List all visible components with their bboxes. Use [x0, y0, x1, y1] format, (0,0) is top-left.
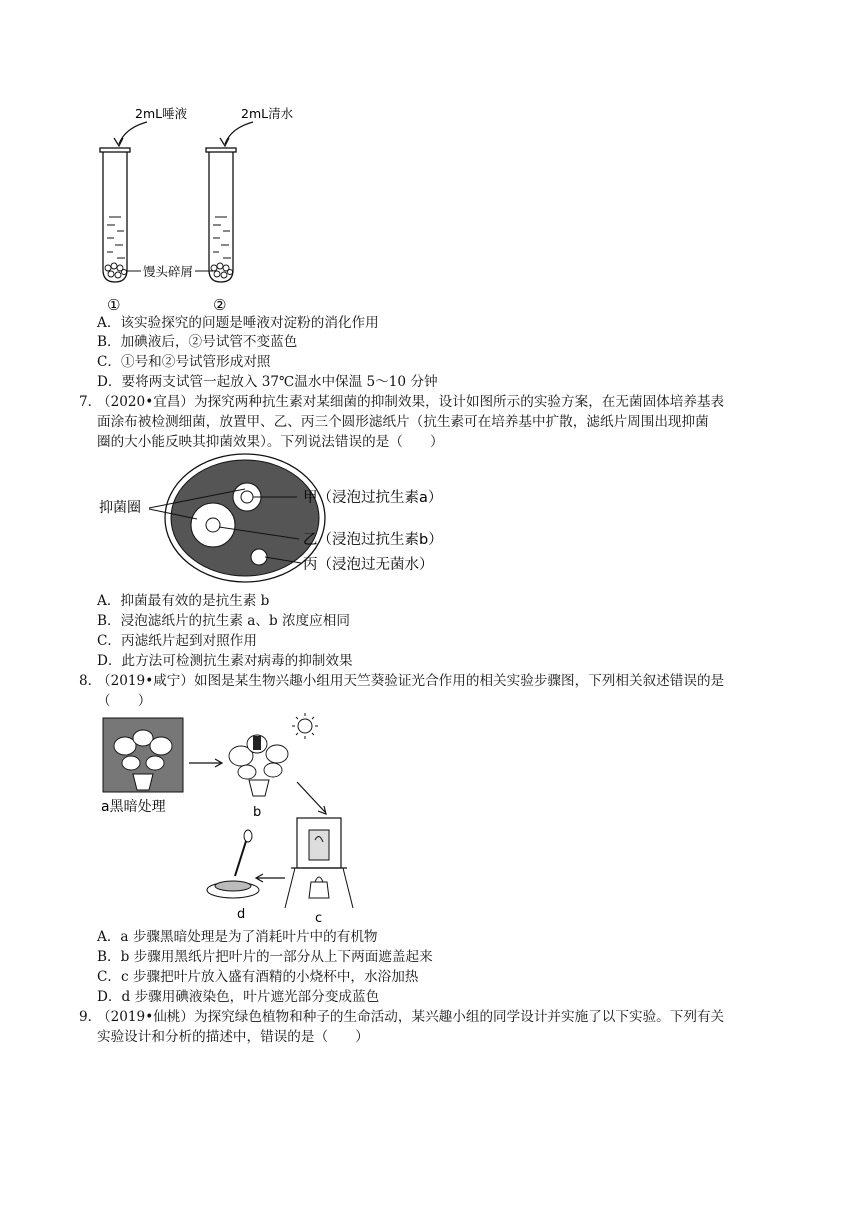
content-label: 馒头碎屑: [143, 264, 194, 279]
label-jia: 甲（浸泡过抗生素a）: [303, 490, 443, 506]
sun-icon: [298, 719, 312, 733]
q8-option-d: D．d 步骤用碘液染色，叶片遮光部分变成蓝色: [97, 989, 380, 1005]
petri-dish-figure: [97, 451, 457, 587]
label-bing: 丙（浸泡过无菌水）: [303, 557, 434, 573]
q6-option-b: B．加碘液后，②号试管不变蓝色: [97, 334, 298, 350]
q6-option-c: C．①号和②号试管形成对照: [97, 354, 271, 370]
q7-option-b: B．浸泡滤纸片的抗生素 a、b 浓度应相同: [97, 613, 350, 629]
step-d-label: d: [237, 907, 246, 922]
test-tube-figure: [95, 100, 315, 316]
q6-option-d: D．要将两支试管一起放入 37℃温水中保温 5～10 分钟: [97, 374, 438, 390]
q6-option-a: A．该实验探究的问题是唾液对淀粉的消化作用: [97, 315, 379, 331]
q8-stem-line-2: （ ）: [97, 693, 152, 709]
q8-option-c: C．c 步骤把叶片放入盛有酒精的小烧杯中，水浴加热: [97, 969, 419, 985]
q8-option-a: A．a 步骤黑暗处理是为了消耗叶片中的有机物: [97, 929, 378, 945]
label-yi: 乙（浸泡过抗生素b）: [303, 532, 443, 548]
tube-1: [100, 148, 130, 282]
q9-stem-line-1: （2019•仙桃）为探究绿色植物和种子的生命活动，某兴趣小组的同学设计并实施了以下实验。下列有关: [97, 1009, 725, 1025]
step-c-label: c: [315, 911, 323, 926]
q7-stem-line-2: 面涂布被检测细菌，放置甲、乙、丙三个圆形滤纸片（抗生素可在培养基中扩散，滤纸片周围出现抑菌: [97, 414, 709, 430]
q8-number: 8．: [79, 673, 102, 689]
tube1-number: ①: [107, 296, 121, 314]
q8-stem-line-1: （2019•咸宁）如图是某生物兴趣小组用天竺葵验证光合作用的相关实验步骤图，下列相关叙述错误的是: [97, 673, 725, 689]
photosynthesis-steps-figure: [97, 708, 377, 930]
disc-bing: [251, 549, 267, 565]
tube1-label: 2mL唾液: [135, 106, 188, 121]
inhibition-zone-label: 抑菌圈: [99, 500, 141, 516]
tube-2: [206, 148, 236, 282]
tube2-label: 2mL清水: [241, 106, 294, 121]
q8-option-b: B．b 步骤用黑纸片把叶片的一部分从上下两面遮盖起来: [97, 949, 433, 965]
q7-number: 7．: [79, 394, 102, 410]
q7-option-d: D．此方法可检测抗生素对病毒的抑制效果: [97, 653, 353, 669]
q9-stem-line-2: 实验设计和分析的描述中，错误的是（ ）: [97, 1029, 369, 1045]
step-b-label: b: [253, 805, 262, 820]
q9-number: 9．: [79, 1009, 102, 1025]
q7-option-a: A．抑菌最有效的是抗生素 b: [97, 593, 270, 609]
tube2-number: ②: [213, 296, 227, 314]
step-a-label: a黑暗处理: [101, 799, 166, 815]
q7-stem-line-3: 圈的大小能反映其抑菌效果）。下列说法错误的是（ ）: [97, 434, 444, 450]
q7-stem-line-1: （2020•宜昌）为探究两种抗生素对某细菌的抑制效果，设计如图所示的实验方案，在无菌固体培养基表: [97, 394, 725, 410]
q7-option-c: C．丙滤纸片起到对照作用: [97, 633, 257, 649]
